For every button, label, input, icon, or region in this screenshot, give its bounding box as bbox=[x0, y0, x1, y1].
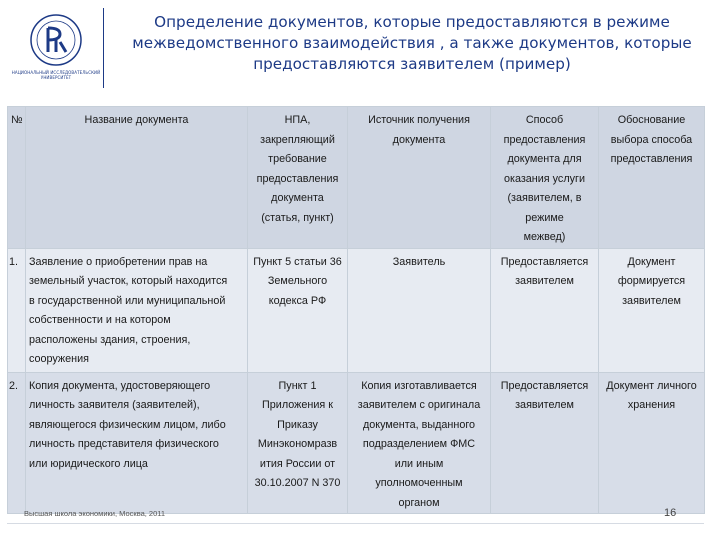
column-header-source: Источник получения документа bbox=[348, 107, 491, 249]
title-line-2: межведомственного взаимодействия , а также документов, которые bbox=[132, 34, 692, 52]
footer-divider bbox=[7, 523, 704, 524]
row-npa: Пункт 5 статьи 36 Земельного кодекса РФ bbox=[248, 248, 348, 372]
hse-emblem-icon bbox=[26, 12, 86, 68]
row-reason: Документ формируется заявителем bbox=[599, 248, 705, 372]
row-document-name: Заявление о приобретении прав на земельный участок, который находится в государственной или муниципальной собственности и на котором расположены здания, строения, сооружения bbox=[26, 248, 248, 372]
column-header-method: Способ предоставления документа для оказания услуги (заявителем, в режиме межвед) bbox=[491, 107, 599, 249]
row-number: 1. bbox=[8, 248, 26, 372]
documents-table bbox=[7, 106, 704, 509]
page-number: 16 bbox=[664, 507, 677, 519]
row-method: Предоставляется заявителем bbox=[491, 372, 599, 514]
title-line-3: предоставляются заявителем (пример) bbox=[253, 55, 571, 73]
hse-logo bbox=[10, 6, 102, 96]
row-source: Заявитель bbox=[348, 248, 491, 372]
logo-caption: НАЦИОНАЛЬНЫЙ ИССЛЕДОВАТЕЛЬСКИЙ УНИВЕРСИТЕТ bbox=[11, 70, 101, 80]
row-method: Предоставляется заявителем bbox=[491, 248, 599, 372]
table-row bbox=[8, 248, 705, 372]
row-number: 2. bbox=[8, 372, 26, 514]
footer-text: Высшая школа экономики, Москва, 2011 bbox=[24, 509, 166, 518]
title-line-1: Определение документов, которые предоставляются в режиме bbox=[154, 13, 670, 31]
column-header-name: Название документа bbox=[26, 107, 248, 249]
header-divider bbox=[103, 8, 104, 88]
column-header-npa: НПА, закрепляющий требование предоставления документа (статья, пункт) bbox=[248, 107, 348, 249]
table-header-row bbox=[8, 107, 705, 249]
page-title bbox=[105, 12, 719, 75]
table-row bbox=[8, 372, 705, 514]
row-document-name: Копия документа, удостоверяющего личность заявителя (заявителей), являющегося физическим лицом, либо личность представителя физического или юридического лица bbox=[26, 372, 248, 514]
row-npa: Пункт 1 Приложения к Приказу Минэкономразв ития России от 30.10.2007 N 370 bbox=[248, 372, 348, 514]
row-reason: Документ личного хранения bbox=[599, 372, 705, 514]
column-header-reason: Обоснование выбора способа предоставления bbox=[599, 107, 705, 249]
column-header-number: № bbox=[8, 107, 26, 249]
row-source: Копия изготавливается заявителем с оригинала документа, выданного подразделением ФМС или иным уполномоченным органом bbox=[348, 372, 491, 514]
